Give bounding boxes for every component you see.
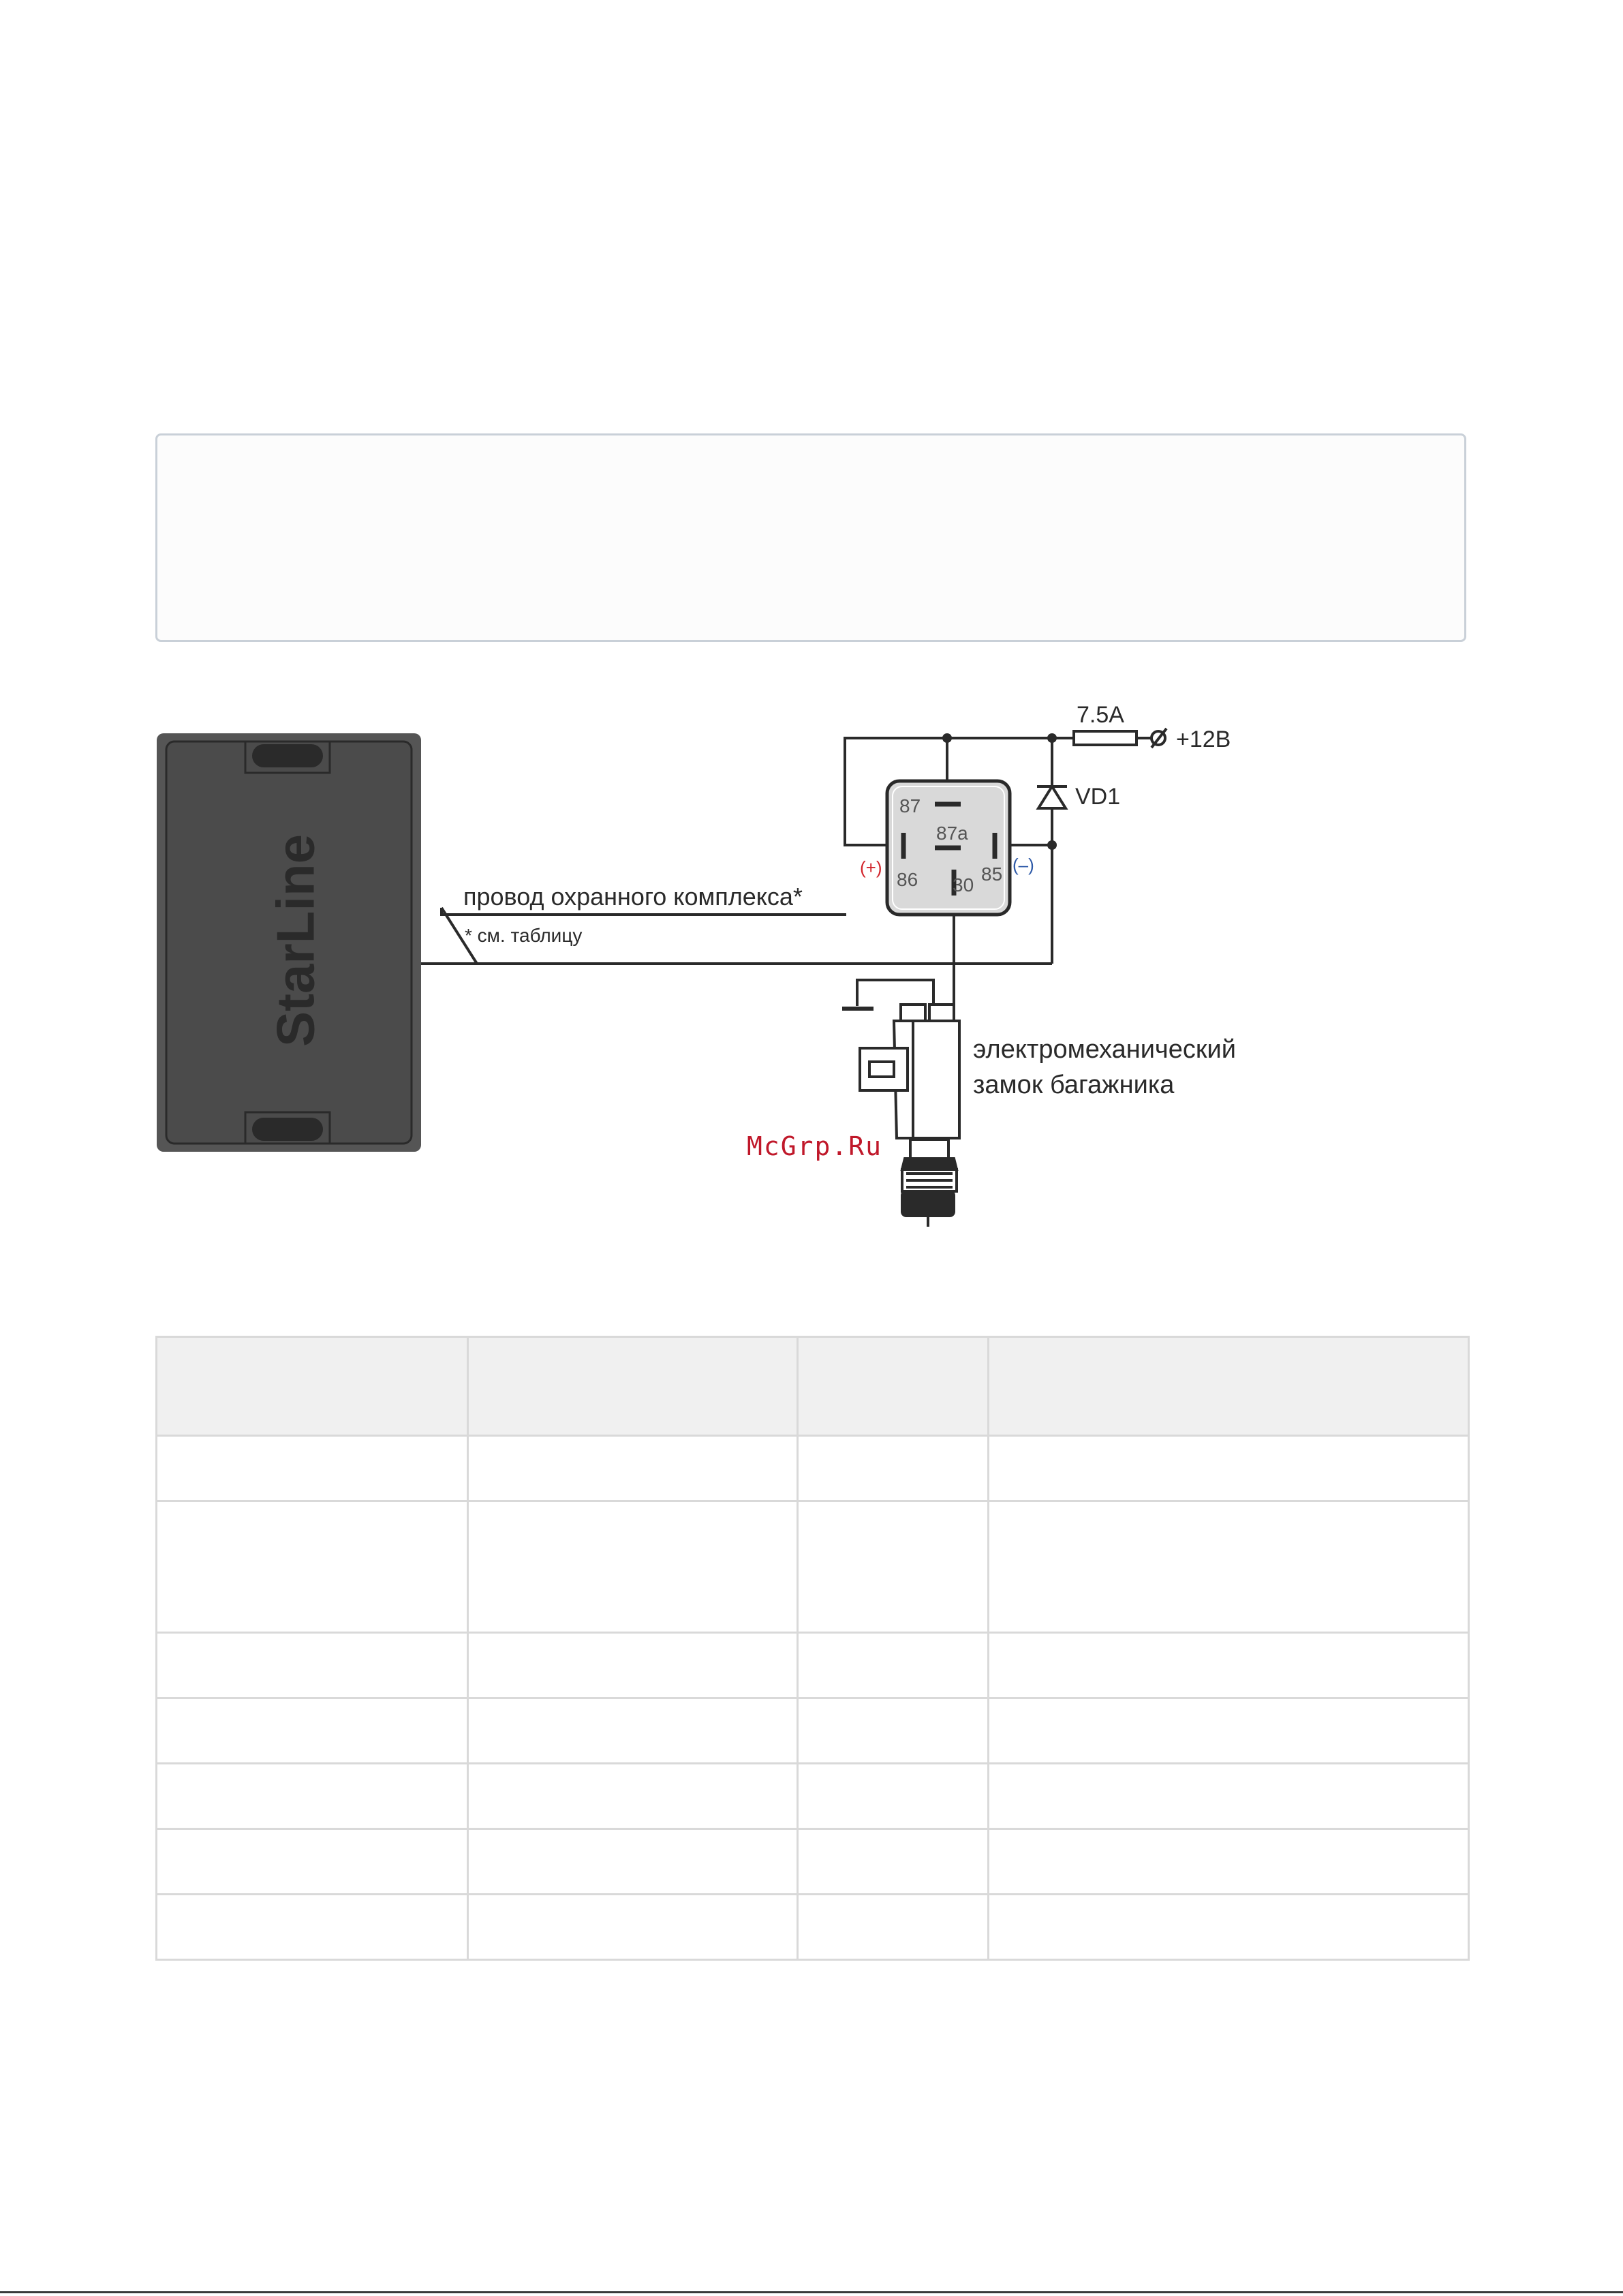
wires	[421, 738, 1151, 1009]
trunk-lock-actuator	[860, 1005, 959, 1227]
table-row	[157, 1829, 1469, 1895]
fuse	[1074, 702, 1137, 745]
starline-unit	[157, 733, 421, 1152]
table-row	[157, 1698, 1469, 1764]
power-label: +12В	[1176, 726, 1231, 752]
diode-label: VD1	[1075, 784, 1121, 810]
relay-pin-86: 86	[897, 869, 918, 890]
table-row	[157, 1895, 1469, 1960]
table-header-cell	[157, 1337, 468, 1436]
table-row	[157, 1436, 1469, 1501]
diode-vd1	[1037, 777, 1120, 810]
polarity-plus: (+)	[860, 857, 882, 878]
connection-table	[155, 1336, 1470, 1961]
relay-pin-85: 85	[981, 863, 1003, 885]
table-header-row	[157, 1337, 1469, 1436]
relay-pin-30: 30	[953, 874, 974, 896]
table-header-cell	[989, 1337, 1469, 1436]
fuse-rating: 7.5A	[1077, 702, 1124, 728]
table-row	[157, 1764, 1469, 1829]
table-header-cell	[798, 1337, 989, 1436]
power-terminal	[1151, 726, 1231, 752]
table-row	[157, 1633, 1469, 1698]
relay-pin-87: 87	[899, 795, 921, 816]
wire-footnote: * см. таблицу	[465, 925, 583, 946]
lock-label-line2: замок багажника	[973, 1071, 1175, 1099]
watermark: McGrp.Ru	[747, 1131, 883, 1161]
wire-label: провод охранного комплекса*	[463, 883, 803, 910]
table-row	[157, 1501, 1469, 1633]
relay-pin-87a: 87a	[936, 823, 968, 844]
relay	[887, 781, 1010, 915]
starline-logo-text: StarLine	[265, 833, 326, 1047]
polarity-minus: (–)	[1013, 855, 1034, 875]
lock-label-line1: электромеханический	[973, 1035, 1236, 1064]
page-bottom-rule	[0, 2291, 1623, 2293]
table-header-cell	[468, 1337, 798, 1436]
